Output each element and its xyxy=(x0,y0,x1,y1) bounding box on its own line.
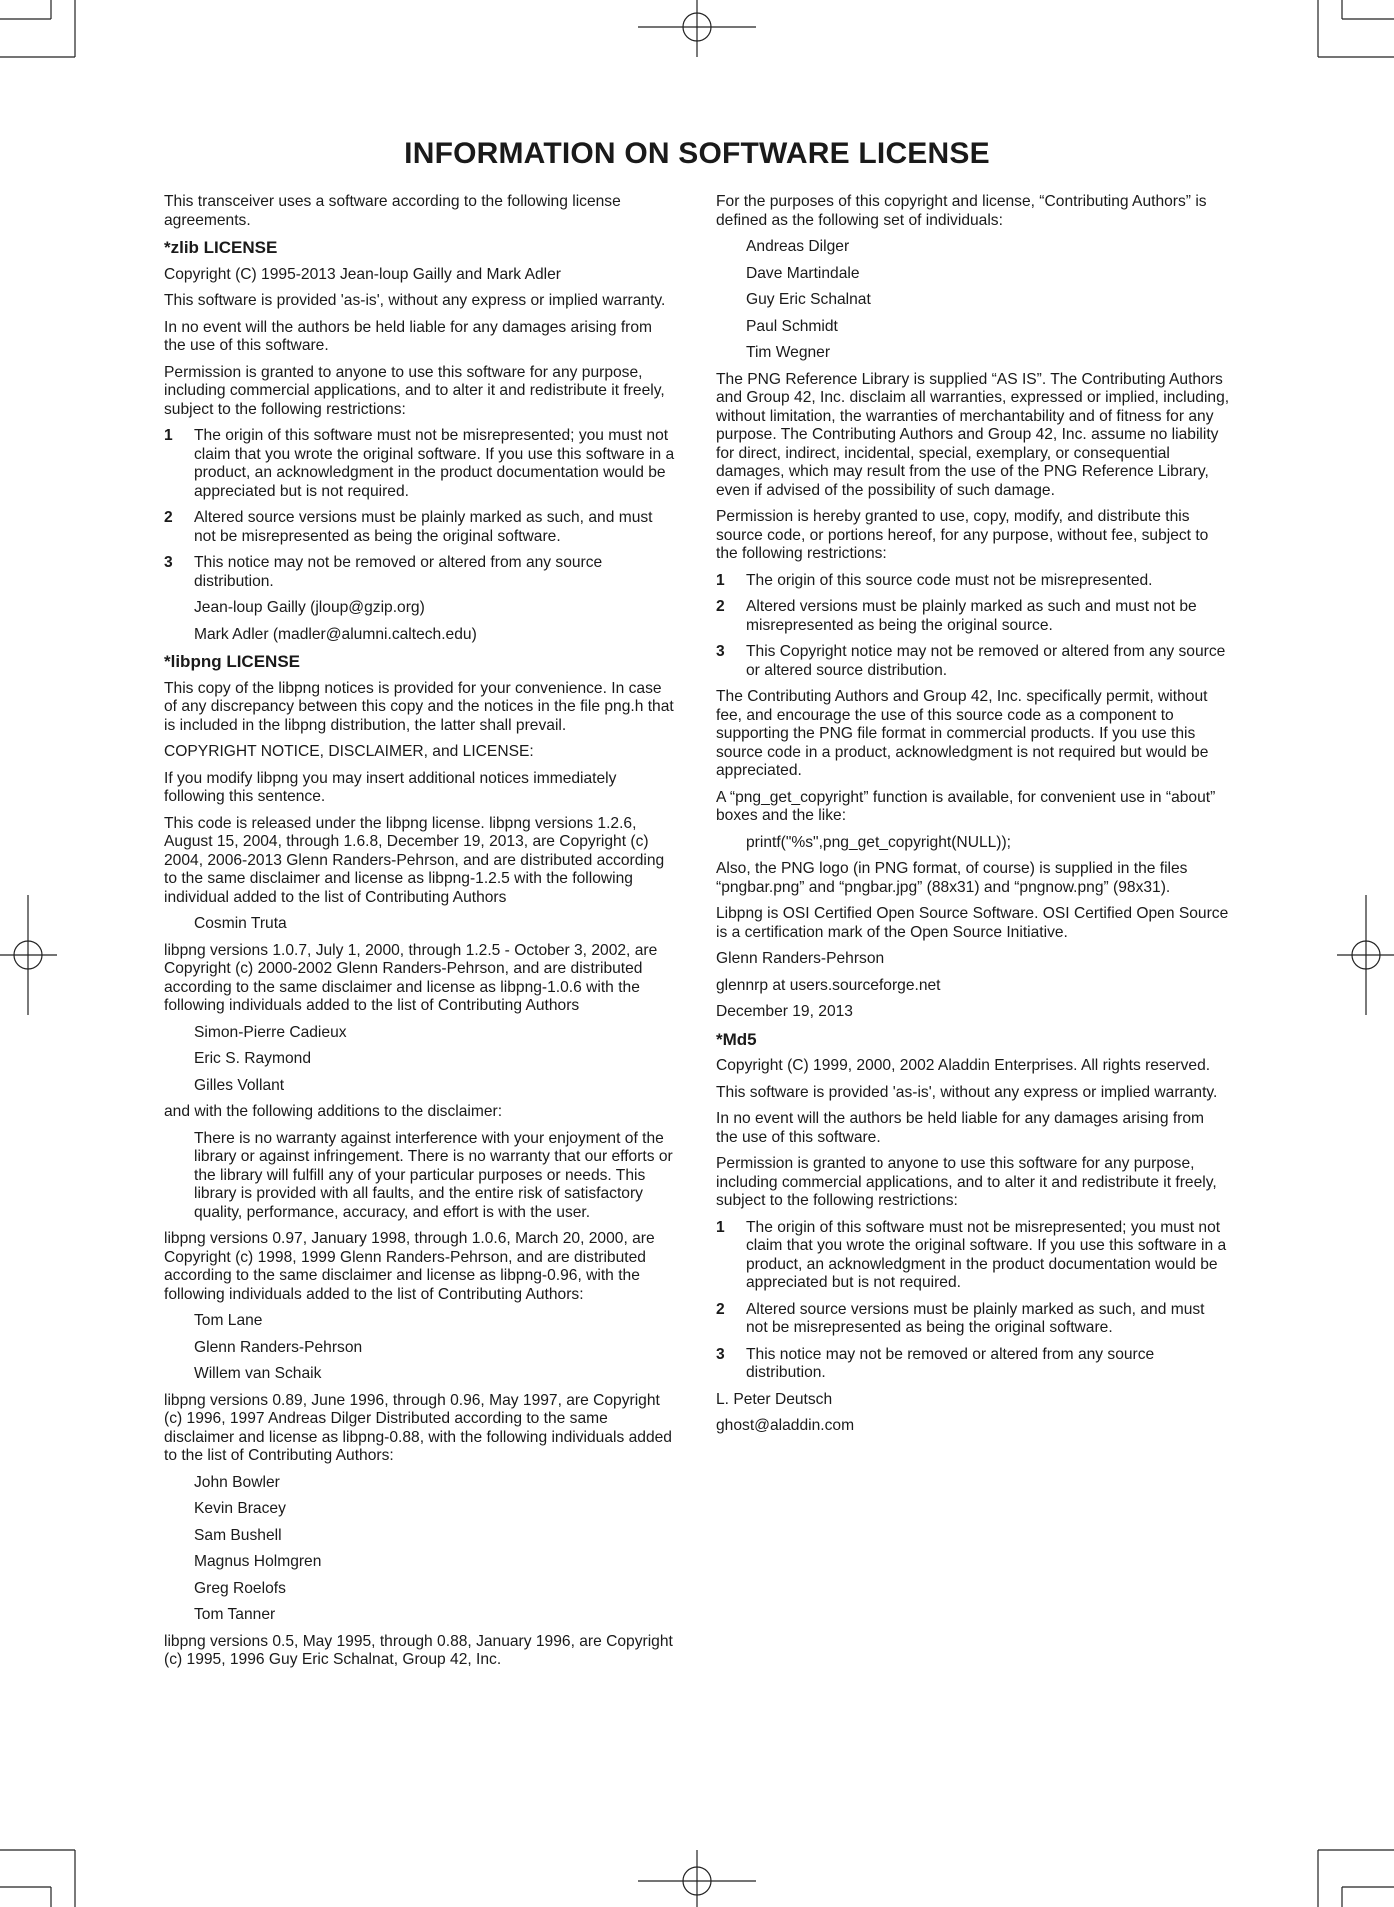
png-restrictions-list xyxy=(716,572,1230,681)
contributing-authors-definition: For the purposes of this copyright and license, “Contributing Authors” is defined as the following set of individuals: xyxy=(716,193,1207,229)
author-name: Sam Bushell xyxy=(194,1526,282,1544)
osi-certified-note: Libpng is OSI Certified Open Source Software. OSI Certified Open Source is a certification mark of the Open Source Initiative. xyxy=(716,905,1229,941)
list-text: The origin of this source code must not be misrepresented. xyxy=(746,571,1153,589)
author-name: John Bowler xyxy=(194,1473,280,1491)
list-item xyxy=(716,643,1230,680)
intro-text: This transceiver uses a software according to the following license agreements. xyxy=(164,193,621,229)
list-text: The origin of this software must not be misrepresented; you must not claim that you wrote the original software. If you use this software in a product, an acknowledgment in the product documentation would be appreciated but is not required. xyxy=(746,1218,1227,1291)
png-author-contact: glennrp at users.sourceforge.net xyxy=(716,976,941,994)
list-item xyxy=(716,1301,1230,1338)
list-number: 2 xyxy=(716,598,725,615)
png-commercial-use: The Contributing Authors and Group 42, Inc. specifically permit, without fee, and encourage the use of this source code as a component to supporting the PNG file format in commercial products. If you use this source code in a product, acknowledgment is not required but would be appreciated. xyxy=(716,688,1209,779)
zlib-heading: *zlib LICENSE xyxy=(164,238,278,257)
zlib-restrictions-list xyxy=(164,427,678,591)
list-text: Altered versions must be plainly marked as such and must not be misrepresented as being the original source. xyxy=(746,598,1197,634)
libpng-disclaimer-intro: and with the following additions to the disclaimer: xyxy=(164,1103,503,1120)
list-number: 2 xyxy=(716,1300,725,1318)
list-item xyxy=(716,572,1230,591)
list-text: The origin of this software must not be misrepresented; you must not claim that you wrote the original software. If you use this software in a product, an acknowledgment in the product documentation would be appreciated but is not required. xyxy=(194,427,675,500)
zlib-copyright: Copyright (C) 1995-2013 Jean-loup Gailly and Mark Adler xyxy=(164,265,561,283)
zlib-no-event: In no event will the authors be held liable for any damages arising from the use of this software. xyxy=(164,318,653,354)
list-text: Altered source versions must be plainly marked as such, and must not be misrepresented as being the original software. xyxy=(194,509,653,545)
png-author-name: Glenn Randers-Pehrson xyxy=(716,950,885,967)
md5-permission: Permission is granted to anyone to use this software for any purpose, including commercial applications, and to alter it and redistribute it freely, subject to the following restrictions: xyxy=(716,1155,1217,1209)
author-name: Glenn Randers-Pehrson xyxy=(194,1338,363,1356)
author-name: Tom Lane xyxy=(194,1312,263,1329)
left-column xyxy=(164,193,678,1678)
libpng-modify-note: If you modify libpng you may insert additional notices immediately following this sentence. xyxy=(164,769,617,805)
libpng-notice: This copy of the libpng notices is provided for your convenience. In case of any discrepancy between this copy and the notices in the file png.h that is included in the libpng distribution, the latter shall prevail. xyxy=(164,679,674,734)
libpng-release-0-5: libpng versions 0.5, May 1995, through 0.88, January 1996, are Copyright (c) 1995, 1996 Guy Eric Schalnat, Group 42, Inc. xyxy=(164,1632,673,1668)
author-name: Cosmin Truta xyxy=(194,915,287,932)
author-name: Tim Wegner xyxy=(746,344,831,361)
list-number: 1 xyxy=(716,1218,725,1236)
author-name: Simon-Pierre Cadieux xyxy=(194,1023,347,1041)
author-name: Andreas Dilger xyxy=(746,238,850,255)
md5-copyright: Copyright (C) 1999, 2000, 2002 Aladdin Enterprises. All rights reserved. xyxy=(716,1057,1211,1074)
zlib-signature-gailly: Jean-loup Gailly (jloup@gzip.org) xyxy=(194,599,425,616)
png-as-is-disclaimer: The PNG Reference Library is supplied “AS IS”. The Contributing Authors and Group 42, Inc. disclaim all warranties, expressed or implied, including, without limitation, the warranties of merchantability and of fitness for any purpose. The Contributing Authors and Group 42, Inc. assume no liability for direct, indirect, incidental, special, exemplary, or consequential damages, which may result from the use of the PNG Reference Library, even if advised of the possibility of such damage. xyxy=(716,370,1230,499)
list-number: 3 xyxy=(164,554,173,571)
author-name: Kevin Bracey xyxy=(194,1500,286,1517)
libpng-disclaimer-addition: There is no warranty against interference with your enjoyment of the library or against infringement. There is no warranty that our efforts or the library will fulfill any of your particular purposes or needs. This library is provided with all faults, and the entire risk of satisfactory quality, performance, accuracy, and effort is with the user. xyxy=(194,1129,673,1221)
png-logo-note: Also, the PNG logo (in PNG format, of course) is supplied in the files “pngbar.png” and “pngbar.jpg” (88x31) and “pngnow.png” (98x31). xyxy=(716,860,1188,896)
list-item xyxy=(164,554,678,591)
png-get-copyright-note: A “png_get_copyright” function is available, for convenient use in “about” boxes and the like: xyxy=(716,788,1216,824)
png-date: December 19, 2013 xyxy=(716,1003,853,1020)
png-permission: Permission is hereby granted to use, copy, modify, and distribute this source code, or portions hereof, for any purpose, without fee, subject to the following restrictions: xyxy=(716,508,1209,562)
list-number: 1 xyxy=(164,427,173,444)
md5-heading: *Md5 xyxy=(716,1029,757,1049)
list-item xyxy=(716,1346,1230,1383)
list-number: 3 xyxy=(716,643,725,660)
md5-email: ghost@aladdin.com xyxy=(716,1417,855,1434)
right-column xyxy=(716,193,1230,1444)
libpng-copyright-header: COPYRIGHT NOTICE, DISCLAIMER, and LICENSE: xyxy=(164,743,534,760)
author-name: Magnus Holmgren xyxy=(194,1553,322,1570)
author-name: Dave Martindale xyxy=(746,264,860,282)
md5-no-event: In no event will the authors be held liable for any damages arising from the use of this software. xyxy=(716,1110,1205,1146)
author-name: Paul Schmidt xyxy=(746,317,838,335)
list-number: 3 xyxy=(716,1345,725,1363)
libpng-release-1-2-6: This code is released under the libpng license. libpng versions 1.2.6, August 15, 2004, through 1.6.8, December 19, 2013, are Copyright (c) 2004, 2006-2013 Glenn Randers-Pehrson, and are distributed according to the same disclaimer and license as libpng-1.2.5 with the following individual added to the list of Contributing Authors xyxy=(164,814,665,906)
md5-asis: This software is provided 'as-is', without any express or implied warranty. xyxy=(716,1083,1218,1101)
zlib-permission: Permission is granted to anyone to use this software for any purpose, including commercial applications, and to alter it and redistribute it freely, subject to the following restrictions: xyxy=(164,363,665,418)
list-number: 1 xyxy=(716,571,725,589)
list-text: This notice may not be removed or altered from any source distribution. xyxy=(746,1345,1155,1381)
libpng-heading: *libpng LICENSE xyxy=(164,652,300,671)
author-name: Eric S. Raymond xyxy=(194,1050,311,1067)
libpng-release-0-97: libpng versions 0.97, January 1998, through 1.0.6, March 20, 2000, are Copyright (c) 1998, 1999 Glenn Randers-Pehrson, and are distributed according to the same disclaimer and license as libpng-0.96, with the following individuals added to the list of Contributing Authors: xyxy=(164,1230,655,1303)
list-item xyxy=(164,509,678,546)
list-text: This notice may not be removed or altered from any source distribution. xyxy=(194,554,603,590)
list-item xyxy=(164,427,678,501)
list-text: This Copyright notice may not be removed or altered from any source or altered source distribution. xyxy=(746,643,1226,679)
author-name: Guy Eric Schalnat xyxy=(746,291,871,308)
author-name: Willem van Schaik xyxy=(194,1365,322,1382)
author-name: Gilles Vollant xyxy=(194,1076,285,1094)
author-name: Greg Roelofs xyxy=(194,1579,286,1597)
author-name: Tom Tanner xyxy=(194,1606,276,1623)
md5-restrictions-list xyxy=(716,1219,1230,1383)
page-title: INFORMATION ON SOFTWARE LICENSE xyxy=(404,137,990,170)
libpng-release-0-89: libpng versions 0.89, June 1996, through 0.96, May 1997, are Copyright (c) 1996, 1997 Andreas Dilger Distributed according to the same disclaimer and license as libpng-0.88, with the following individuals added to the list of Contributing Authors: xyxy=(164,1391,672,1464)
code-sample: printf("%s",png_get_copyright(NULL)); xyxy=(746,833,1012,851)
list-text: Altered source versions must be plainly marked as such, and must not be misrepresented as being the original software. xyxy=(746,1300,1205,1336)
zlib-signature-adler: Mark Adler (madler@alumni.caltech.edu) xyxy=(194,625,477,643)
list-item xyxy=(716,598,1230,635)
md5-author: L. Peter Deutsch xyxy=(716,1390,833,1408)
libpng-release-1-0-7: libpng versions 1.0.7, July 1, 2000, through 1.2.5 - October 3, 2002, are Copyright (c) 2000-2002 Glenn Randers-Pehrson, and are distributed according to the same disclaimer and license as libpng-1.0.6 with the following individuals added to the list of Contributing Authors xyxy=(164,941,658,1014)
list-number: 2 xyxy=(164,509,173,526)
list-item xyxy=(716,1219,1230,1293)
zlib-asis: This software is provided 'as-is', without any express or implied warranty. xyxy=(164,292,666,309)
